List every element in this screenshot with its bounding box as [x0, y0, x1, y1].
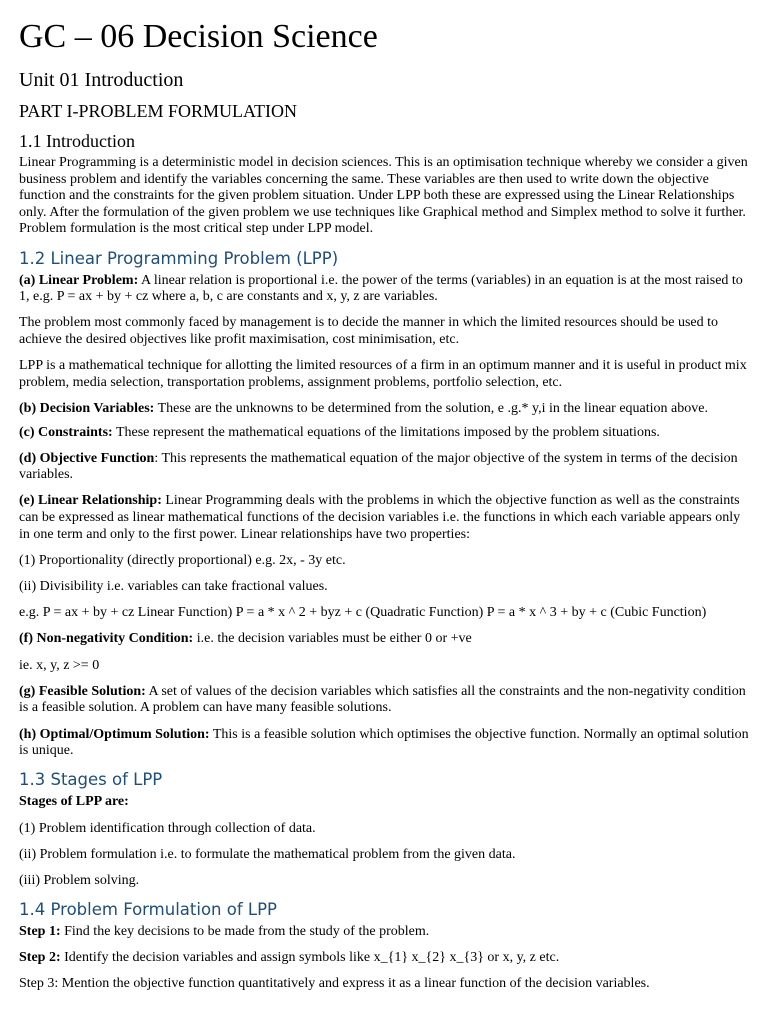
- linear-relationship-paragraph: [19, 493, 749, 543]
- objective-function-paragraph: [19, 451, 749, 484]
- linear-problem-paragraph: [19, 273, 749, 306]
- feasible-solution-paragraph: [19, 684, 749, 717]
- stage-item: (ii) Problem formulation i.e. to formulate the mathematical problem from the given data.: [19, 846, 516, 862]
- step-1-text: Find the key decisions to be made from the study of the problem.: [60, 924, 430, 940]
- optimal-solution-text: This is a feasible solution which optimises the objective function. Normally an optimal solution is unique.: [19, 726, 749, 759]
- decision-variables-label: (b) Decision Variables:: [19, 400, 155, 416]
- section-1-2-heading: 1.2 Linear Programming Problem (LPP): [19, 248, 339, 268]
- linear-relationship-text: Linear Programming deals with the problems in which the objective function as well as the constraints can be expressed as linear mathematical functions of the decision variables i.e. the functions in which each variable appears only in one term and only to the first power. Linear relationships have two properties:: [19, 493, 741, 542]
- stages-intro: [19, 794, 749, 811]
- objective-function-label: (d) Objective Function: [19, 450, 155, 466]
- non-negativity-label: (f) Non-negativity Condition:: [19, 631, 194, 647]
- step-2-label: Step 2:: [19, 950, 61, 966]
- non-negativity-text: i.e. the decision variables must be either 0 or +ve: [193, 631, 472, 647]
- section-1-4-heading: 1.4 Problem Formulation of LPP: [19, 900, 277, 920]
- decision-variables-text: These are the unknowns to be determined from the solution, e .g.* y,i in the linear equation above.: [154, 400, 708, 416]
- objective-function-text: : This represents the mathematical equation of the major objective of the system in terms of the decision variables.: [19, 450, 738, 483]
- step-2-paragraph: [19, 950, 749, 967]
- constraints-text: These represent the mathematical equations of the limitations imposed by the problem situations.: [112, 424, 660, 440]
- linear-problem-label: (a) Linear Problem:: [19, 272, 139, 288]
- management-paragraph: The problem most commonly faced by management is to decide the manner in which the limited resources should be used to achieve the desired objectives like profit maximisation, cost minimisation, etc.: [19, 315, 719, 347]
- step-2-text: Identify the decision variables and assign symbols like x_{1} x_{2} x_{3} or x, y, z etc.: [60, 950, 560, 966]
- section-1-1-heading: 1.1 Introduction: [19, 131, 135, 151]
- non-negativity-example: ie. x, y, z >= 0: [19, 657, 100, 673]
- linear-problem-text: A linear relation is proportional i.e. the power of the terms (variables) in an equation is at the most raised to 1, e.g. P = ax + by + cz where a, b, c are constants and x, y, z are variables.: [19, 272, 743, 305]
- section-1-3-heading: 1.3 Stages of LPP: [19, 770, 163, 790]
- decision-variables-paragraph: [19, 401, 749, 418]
- function-examples: e.g. P = ax + by + cz Linear Function) P = a * x ^ 2 + byz + c (Quadratic Function) P = a * x ^ 3 + by + c (Cubic Function): [19, 605, 707, 621]
- optimal-solution-paragraph: [19, 727, 749, 760]
- step-1-paragraph: [19, 924, 749, 941]
- part-heading: PART I-PROBLEM FORMULATION: [19, 101, 297, 121]
- constraints-paragraph: [19, 425, 749, 442]
- proportionality-item: (1) Proportionality (directly proportional) e.g. 2x, - 3y etc.: [19, 552, 346, 568]
- intro-paragraph: Linear Programming is a deterministic model in decision sciences. This is an optimisation technique whereby we consider a given business problem and identify the variables concerning the same. These variables are then used to write down the objective function and the constraints for the given problem situation. Under LPP both these are expressed using the Linear Relationships only. After the formulation of the given problem we use techniques like Graphical method and Simplex method to solve it further. Problem formulation is the most critical step under LPP model.: [19, 155, 748, 237]
- stage-item: (iii) Problem solving.: [19, 872, 140, 888]
- constraints-label: (c) Constraints:: [19, 424, 113, 440]
- optimal-solution-label: (h) Optimal/Optimum Solution:: [19, 726, 210, 742]
- linear-relationship-label: (e) Linear Relationship:: [19, 493, 162, 509]
- stage-item: (1) Problem identification through collection of data.: [19, 820, 316, 836]
- divisibility-item: (ii) Divisibility i.e. variables can take fractional values.: [19, 579, 328, 595]
- lpp-paragraph: LPP is a mathematical technique for allotting the limited resources of a firm in an optimum manner and it is useful in product mix problem, media selection, transportation problems, assignment problems, portfolio selection, etc.: [19, 358, 747, 390]
- stages-intro-label: Stages of LPP are:: [19, 794, 129, 810]
- non-negativity-paragraph: [19, 631, 749, 648]
- feasible-solution-label: (g) Feasible Solution:: [19, 683, 146, 699]
- feasible-solution-text: A set of values of the decision variables which satisfies all the constraints and the non-negativity condition is a feasible solution. A problem can have many feasible solutions.: [19, 683, 746, 716]
- document-title: GC – 06 Decision Science: [19, 18, 378, 55]
- unit-heading: Unit 01 Introduction: [19, 69, 184, 91]
- step-3-paragraph: Step 3: Mention the objective function quantitatively and express it as a linear function of the decision variables.: [19, 976, 650, 992]
- step-1-label: Step 1:: [19, 924, 61, 940]
